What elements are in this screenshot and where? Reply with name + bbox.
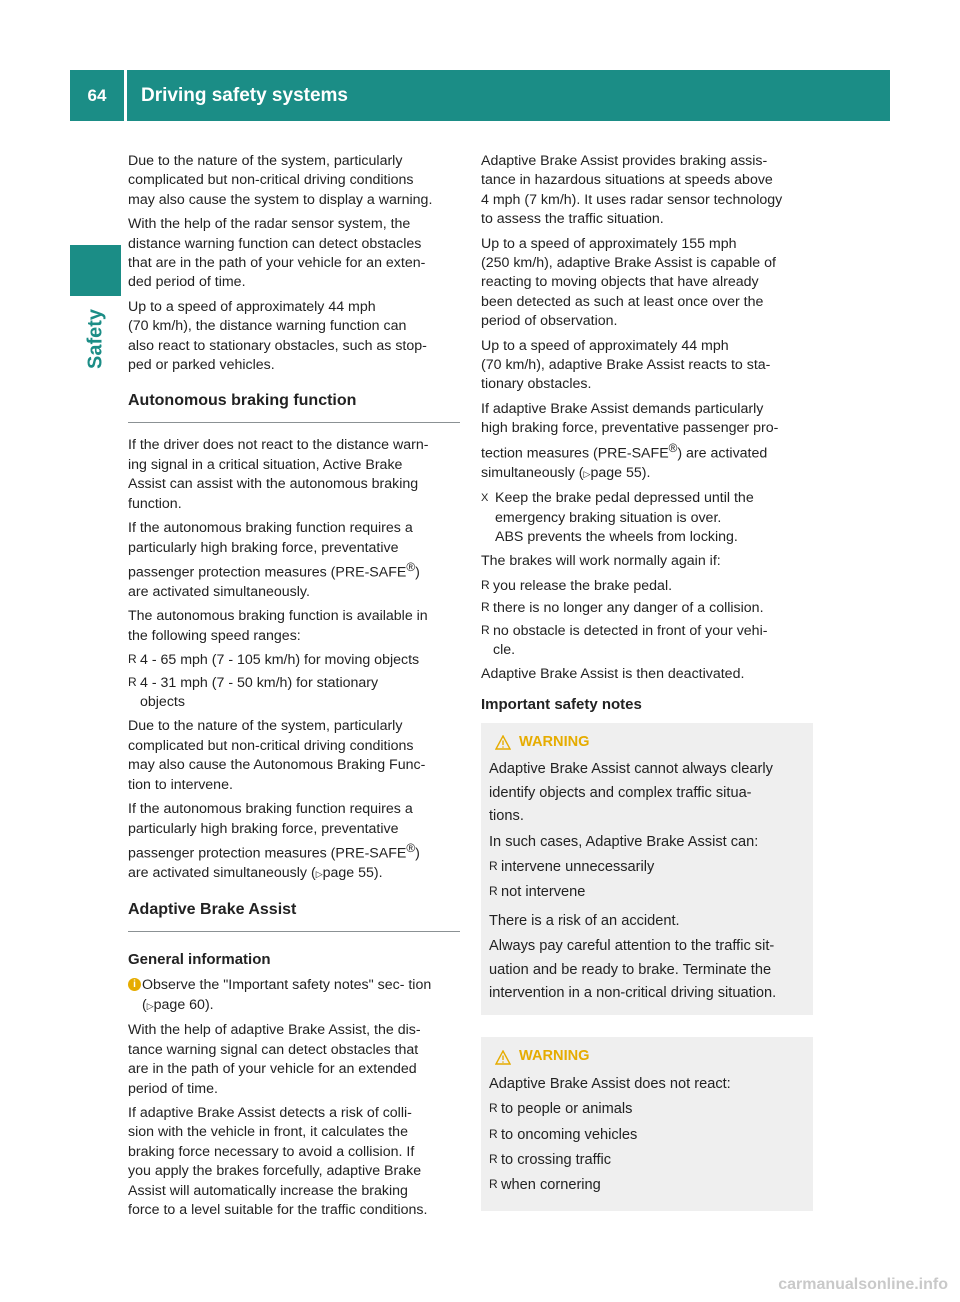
section-label: Safety bbox=[84, 308, 107, 370]
paragraph: If adaptive Brake Assist detects a risk of colli- sion with the vehicle in front, it calculates the braking force necessary to avoid a collision. If you apply the brakes forcefully, adaptive Brake Assist will automatically increase the braking force to a level suitable for the traffic conditions. bbox=[128, 1104, 428, 1218]
page-ref-arrow-icon: ▷ bbox=[583, 468, 591, 479]
chapter-title: Driving safety systems bbox=[141, 84, 348, 106]
bullet-icon: R bbox=[489, 1177, 498, 1192]
paragraph: If the driver does not react to the distance warn- ing signal in a critical situation, Active Brake Assist can assist with the autonomous braking function. bbox=[128, 437, 429, 512]
paragraph: There is a risk of an accident. bbox=[489, 912, 680, 929]
list-item: R when cornering bbox=[489, 1174, 805, 1197]
paragraph: Adaptive Brake Assist is then deactivated. bbox=[481, 666, 745, 683]
bullet-icon: R bbox=[489, 1151, 498, 1166]
paragraph: With the help of the radar sensor system, the distance warning function can detect obstacles that are in the path of your vehicle for an exten- ded period of time. bbox=[128, 216, 426, 291]
right-column bbox=[481, 152, 813, 1223]
page-number: 64 bbox=[87, 85, 107, 105]
instruction-step: X Keep the brake pedal depressed until the emergency braking situation is over. ABS prevents the wheels from locking. bbox=[481, 490, 754, 546]
list-item: R to crossing traffic bbox=[489, 1149, 805, 1172]
warning-triangle-icon bbox=[495, 735, 511, 750]
paragraph: Up to a speed of approximately 44 mph (70 km/h), adaptive Brake Assist reacts to sta- tionary obstacles. bbox=[481, 337, 771, 393]
warning-title: WARNING bbox=[489, 731, 805, 754]
list-item: R 4 - 65 mph (7 - 105 km/h) for moving objects bbox=[128, 652, 420, 669]
page-reference-link[interactable]: page 55 bbox=[590, 464, 642, 481]
page-reference-link[interactable]: page 60 bbox=[153, 996, 205, 1013]
paragraph: Adaptive Brake Assist provides braking assis- tance in hazardous situations at speeds above 4 mph (7 km/h). It uses radar sensor technology to assess the traffic situation. bbox=[481, 153, 783, 228]
section-heading-adaptive: Adaptive Brake Assist bbox=[128, 900, 460, 932]
list-item: R not intervene bbox=[489, 881, 805, 904]
paragraph: If the autonomous braking function requires a particularly high braking force, preventative passenger protection measures (PRE-SAFE®) are activated simultaneously. bbox=[128, 520, 420, 601]
paragraph: If adaptive Brake Assist demands particularly high braking force, preventative passenger pro- tection measures (PRE-SAFE®) are activated simultaneously (▷page 55). bbox=[481, 400, 779, 481]
list-item: R 4 - 31 mph (7 - 50 km/h) for stationary objects bbox=[128, 674, 379, 711]
section-heading-autonomous: Autonomous braking function bbox=[128, 391, 460, 423]
left-column bbox=[128, 152, 460, 1225]
bullet-icon: R bbox=[128, 674, 137, 689]
paragraph: Due to the nature of the system, particularly complicated but non-critical driving conditions may also cause the system to display a warning. bbox=[128, 153, 433, 208]
paragraph: Due to the nature of the system, particularly complicated but non-critical driving conditions may also cause the Autonomous Braking Func- tion to intervene. bbox=[128, 718, 426, 793]
warning-title: WARNING bbox=[489, 1045, 805, 1068]
bullet-icon: R bbox=[489, 884, 498, 899]
warning-triangle-icon bbox=[495, 1050, 511, 1065]
list-item: R no obstacle is detected in front of your vehi- cle. bbox=[481, 622, 768, 659]
bullet-icon: R bbox=[489, 1126, 498, 1141]
info-icon: i bbox=[128, 978, 141, 991]
subheading-general-information: General information bbox=[128, 951, 271, 969]
bullet-icon: R bbox=[481, 622, 490, 637]
paragraph: The autonomous braking function is available in the following speed ranges: bbox=[128, 608, 428, 644]
paragraph: Up to a speed of approximately 155 mph (250 km/h), adaptive Brake Assist is capable of reacting to moving objects that have already been detected as such at least once over the period of observation. bbox=[481, 235, 776, 330]
bullet-icon: R bbox=[489, 858, 498, 873]
page-ref-arrow-icon: ▷ bbox=[315, 869, 323, 880]
warning-list bbox=[489, 1098, 805, 1198]
info-note: i Observe the "Important safety notes" sec- tion (▷page 60). bbox=[128, 976, 460, 1016]
paragraph: Up to a speed of approximately 44 mph (70 km/h), the distance warning function can also react to stationary obstacles, such as stop- ped or parked vehicles. bbox=[128, 298, 427, 374]
section-marker bbox=[70, 245, 121, 296]
speed-range-list bbox=[128, 651, 460, 712]
list-item: R to oncoming vehicles bbox=[489, 1124, 805, 1147]
list-item: R to people or animals bbox=[489, 1098, 805, 1121]
conditions-list bbox=[481, 577, 813, 661]
list-item: R intervene unnecessarily bbox=[489, 856, 805, 879]
page-ref-arrow-icon: ▷ bbox=[146, 1000, 154, 1011]
watermark: carmanualsonline.info bbox=[778, 1276, 948, 1293]
paragraph: Always pay careful attention to the traffic sit- uation and be ready to brake. Terminate the intervention in a non-critical driving situation. bbox=[489, 938, 777, 1001]
warning-box bbox=[481, 723, 813, 1015]
paragraph: The brakes will work normally again if: bbox=[481, 553, 721, 570]
warning-list bbox=[489, 856, 805, 905]
list-item: R you release the brake pedal. bbox=[481, 577, 673, 594]
section-heading-safety-notes: Important safety notes bbox=[481, 695, 642, 713]
step-arrow-icon: X bbox=[481, 492, 489, 505]
bullet-icon: R bbox=[489, 1101, 498, 1116]
registered-mark: ® bbox=[406, 559, 416, 574]
paragraph: Adaptive Brake Assist cannot always clearly identify objects and complex traffic situa- tions. bbox=[489, 761, 773, 825]
warning-box bbox=[481, 1037, 813, 1210]
bullet-icon: R bbox=[481, 600, 490, 615]
registered-mark: ® bbox=[668, 440, 678, 455]
list-item: R there is no longer any danger of a collision. bbox=[481, 600, 764, 617]
paragraph: In such cases, Adaptive Brake Assist can: bbox=[489, 833, 759, 850]
bullet-icon: R bbox=[128, 652, 137, 667]
paragraph: With the help of adaptive Brake Assist, the dis- tance warning signal can detect obstacles that are in the path of your vehicle for an extended period of time. bbox=[128, 1022, 421, 1097]
header-divider bbox=[124, 70, 127, 121]
paragraph: If the autonomous braking function requires a particularly high braking force, preventative passenger protection measures (PRE-SAFE®) are activated simultaneously (▷page 55). bbox=[128, 801, 420, 882]
page-reference-link[interactable]: page 55 bbox=[322, 865, 374, 882]
registered-mark: ® bbox=[406, 840, 416, 855]
bullet-icon: R bbox=[481, 577, 490, 592]
paragraph: Adaptive Brake Assist does not react: bbox=[489, 1075, 731, 1092]
